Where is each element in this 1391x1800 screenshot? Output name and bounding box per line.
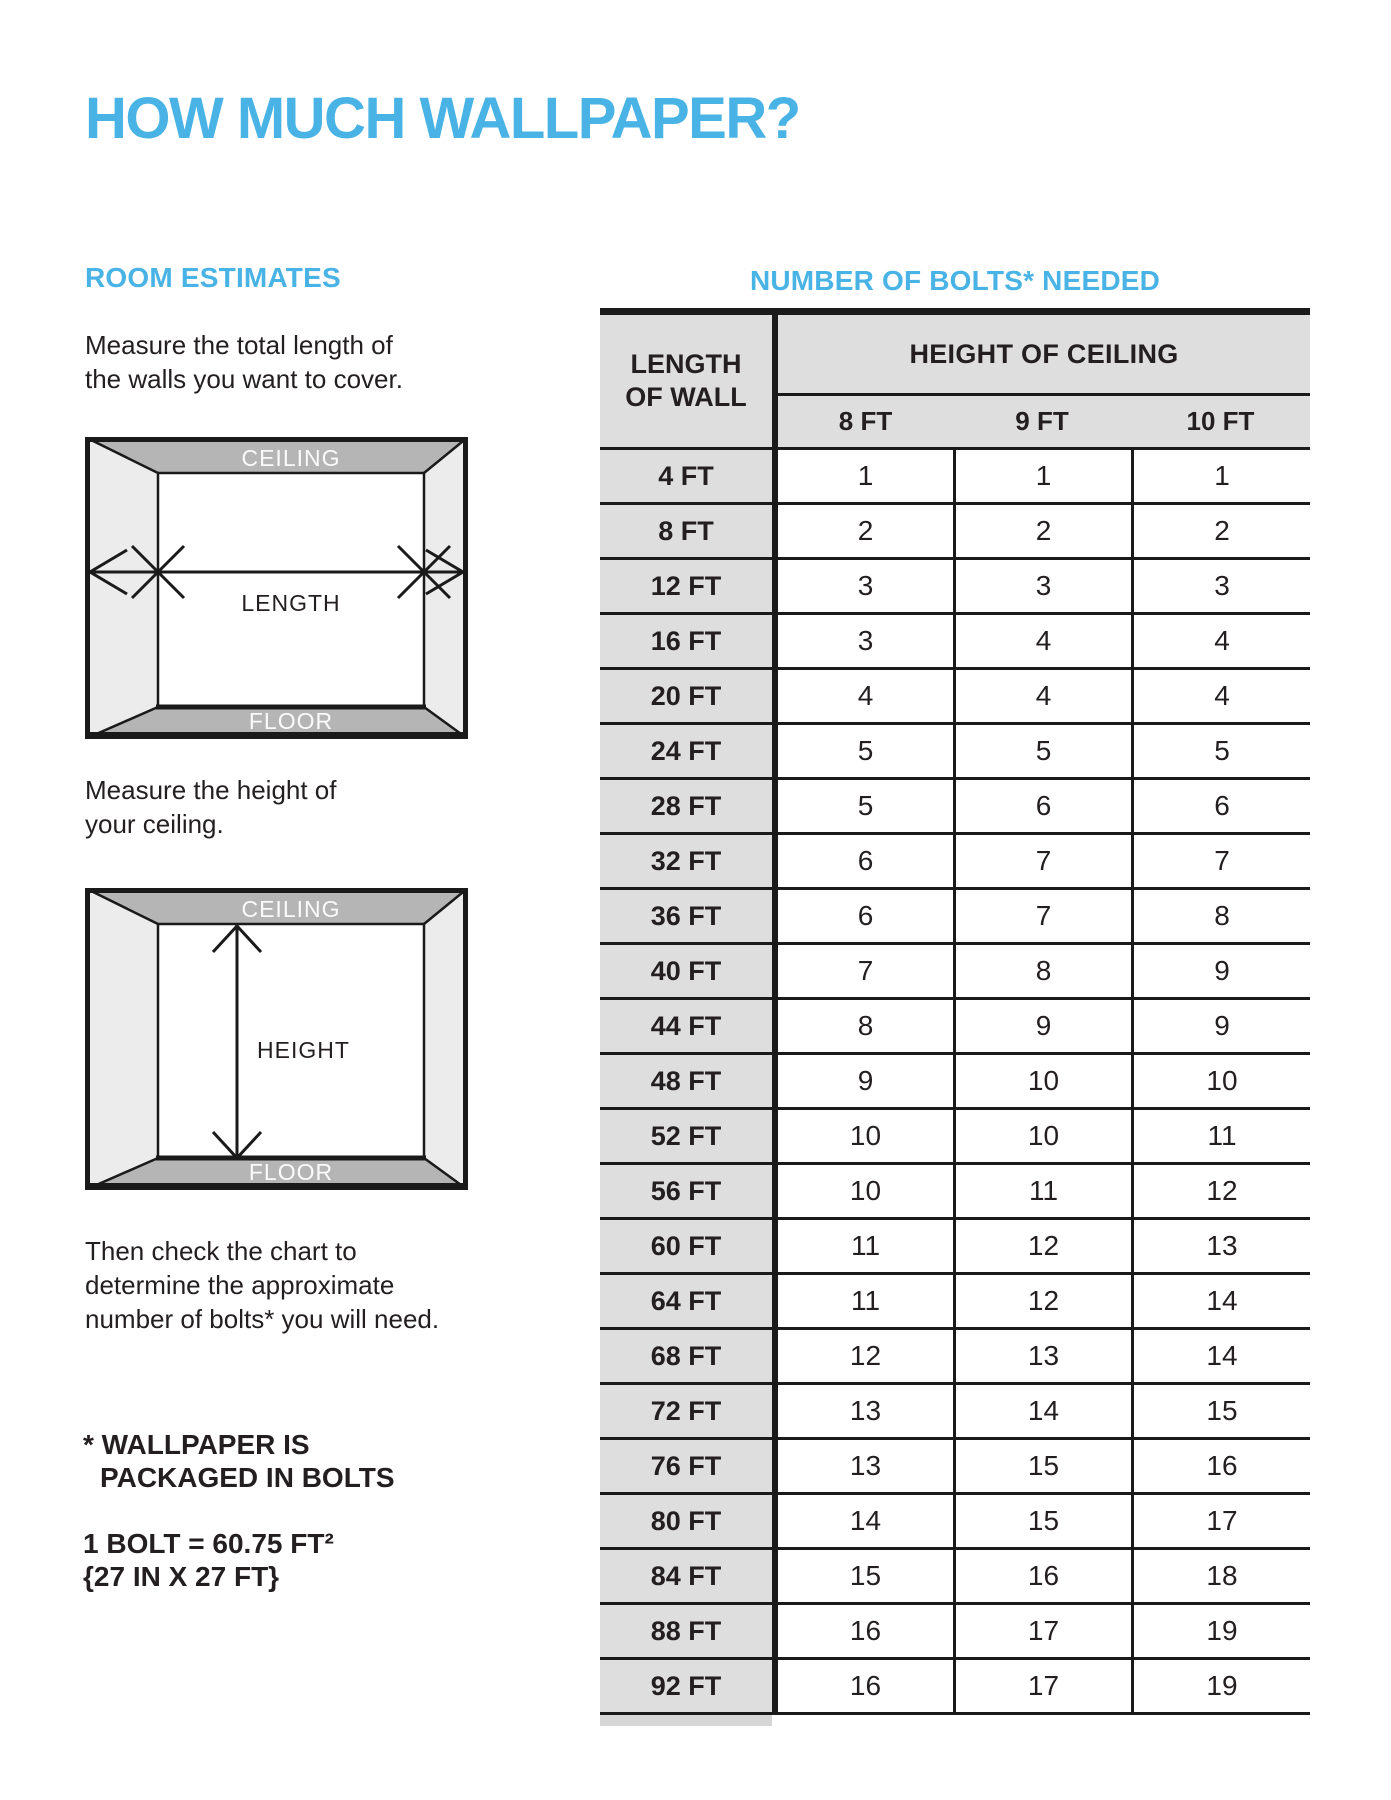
page-title: HOW MUCH WALLPAPER? xyxy=(85,86,800,151)
bolts-10ft-cell: 9 xyxy=(1131,1000,1310,1052)
bolts-9ft-cell: 17 xyxy=(953,1660,1131,1712)
bolt-size-line: 1 BOLT = 60.75 FT² xyxy=(83,1528,334,1559)
bolts-10ft-cell: 19 xyxy=(1131,1660,1310,1712)
measure-length-instruction xyxy=(85,328,403,396)
instruction-line: determine the approximate xyxy=(85,1270,395,1300)
bolt-size-line: {27 IN X 27 FT} xyxy=(83,1561,280,1592)
bolts-9ft-cell: 14 xyxy=(953,1385,1131,1437)
bolts-9ft-cell: 15 xyxy=(953,1495,1131,1547)
bolts-needed-heading: NUMBER OF BOLTS* NEEDED xyxy=(749,265,1161,296)
bolts-10ft-cell: 11 xyxy=(1131,1110,1310,1162)
right-wall-face xyxy=(424,888,468,1190)
header-line: LENGTH xyxy=(630,349,742,379)
subheader-10ft: 10 FT xyxy=(1186,406,1255,436)
wall-length-cell: 12 FT xyxy=(600,560,772,612)
bolts-10ft-cell: 15 xyxy=(1131,1385,1310,1437)
table-left-column-stub xyxy=(600,1715,772,1726)
table-row xyxy=(600,1220,1310,1275)
bolts-10ft-cell: 8 xyxy=(1131,890,1310,942)
measure-height-instruction xyxy=(85,773,337,841)
bolts-10ft-cell: 3 xyxy=(1131,560,1310,612)
bolt-size-info xyxy=(83,1527,334,1593)
bolts-10ft-cell: 9 xyxy=(1131,945,1310,997)
wall-length-cell: 92 FT xyxy=(600,1660,772,1712)
bolts-10ft-cell: 13 xyxy=(1131,1220,1310,1272)
right-wall-face xyxy=(424,437,468,739)
floor-label: FLOOR xyxy=(248,1159,334,1185)
bolts-10ft-cell: 19 xyxy=(1131,1605,1310,1657)
instruction-line: Measure the height of xyxy=(85,775,337,805)
wall-length-cell: 36 FT xyxy=(600,890,772,942)
bolts-8ft-cell: 1 xyxy=(857,460,874,491)
bolts-8ft-cell: 2 xyxy=(857,515,874,546)
table-row xyxy=(600,1660,1310,1715)
ceiling-label: CEILING xyxy=(241,896,341,922)
bolts-10ft-cell: 17 xyxy=(1131,1495,1310,1547)
bolts-9ft-cell: 7 xyxy=(953,835,1131,887)
instruction-line: Measure the total length of xyxy=(85,330,393,360)
footnote-line: * WALLPAPER IS xyxy=(83,1429,310,1460)
bolts-9ft-cell: 6 xyxy=(953,780,1131,832)
bolts-8ft-cell: 7 xyxy=(857,955,874,986)
bolts-9ft-cell: 17 xyxy=(953,1605,1131,1657)
bolts-8ft-cell: 5 xyxy=(857,790,874,821)
wall-length-cell: 76 FT xyxy=(600,1440,772,1492)
wall-length-cell: 8 FT xyxy=(600,505,772,557)
instruction-line: your ceiling. xyxy=(85,809,224,839)
wall-length-cell: 52 FT xyxy=(600,1110,772,1162)
bolts-table xyxy=(600,308,1310,1726)
bolts-8ft-cell: 6 xyxy=(857,900,874,931)
bolts-9ft-cell: 8 xyxy=(953,945,1131,997)
table-row xyxy=(600,560,1310,615)
bolts-8ft-cell: 11 xyxy=(850,1285,881,1316)
bolts-8ft-cell: 10 xyxy=(849,1120,882,1151)
bolts-10ft-cell: 14 xyxy=(1131,1330,1310,1382)
wall-length-cell: 16 FT xyxy=(600,615,772,667)
table-row xyxy=(600,1495,1310,1550)
bolts-8ft-cell: 9 xyxy=(857,1065,874,1096)
bolts-9ft-cell: 3 xyxy=(953,560,1131,612)
bolts-8ft-cell: 10 xyxy=(849,1175,882,1206)
header-line: OF WALL xyxy=(625,382,747,412)
bolts-9ft-cell: 1 xyxy=(953,450,1131,502)
bolts-10ft-cell: 1 xyxy=(1131,450,1310,502)
wall-length-cell: 68 FT xyxy=(600,1330,772,1382)
bolts-footnote xyxy=(83,1428,395,1494)
room-height-diagram xyxy=(85,888,468,1190)
footnote-line: PACKAGED IN BOLTS xyxy=(100,1462,395,1493)
bolts-9ft-cell: 7 xyxy=(953,890,1131,942)
bolts-10ft-cell: 7 xyxy=(1131,835,1310,887)
room-length-diagram xyxy=(85,437,468,739)
wall-length-cell: 80 FT xyxy=(600,1495,772,1547)
left-wall-face xyxy=(85,888,158,1190)
bolts-9ft-cell: 12 xyxy=(953,1275,1131,1327)
bolts-8ft-cell: 8 xyxy=(857,1010,874,1041)
bolts-9ft-cell: 10 xyxy=(953,1110,1131,1162)
instruction-line: Then check the chart to xyxy=(85,1236,357,1266)
wall-length-cell: 44 FT xyxy=(600,1000,772,1052)
bolts-9ft-cell: 2 xyxy=(953,505,1131,557)
table-row xyxy=(600,1605,1310,1660)
bolts-8ft-cell: 16 xyxy=(849,1670,882,1701)
table-row xyxy=(600,1330,1310,1385)
table-top-border xyxy=(600,308,1310,315)
subheader-9ft: 9 FT xyxy=(1015,406,1069,436)
bolts-9ft-cell: 15 xyxy=(953,1440,1131,1492)
bolts-9ft-cell: 10 xyxy=(953,1055,1131,1107)
wall-length-cell: 32 FT xyxy=(600,835,772,887)
wall-length-cell: 88 FT xyxy=(600,1605,772,1657)
table-row xyxy=(600,1165,1310,1220)
bolts-10ft-cell: 18 xyxy=(1131,1550,1310,1602)
table-row xyxy=(600,505,1310,560)
bolts-10ft-cell: 2 xyxy=(1131,505,1310,557)
bolts-8ft-cell: 15 xyxy=(849,1560,882,1591)
table-row xyxy=(600,780,1310,835)
bolts-9ft-cell: 9 xyxy=(953,1000,1131,1052)
bolts-8ft-cell: 12 xyxy=(849,1340,882,1371)
left-wall-face xyxy=(85,437,158,739)
bolts-9ft-cell: 13 xyxy=(953,1330,1131,1382)
ceiling-label: CEILING xyxy=(241,445,341,471)
wall-length-cell: 40 FT xyxy=(600,945,772,997)
table-row xyxy=(600,1110,1310,1165)
table-row xyxy=(600,945,1310,1000)
subheader-8ft: 8 FT xyxy=(838,406,893,436)
bolts-10ft-cell: 4 xyxy=(1131,670,1310,722)
room-estimates-heading: ROOM ESTIMATES xyxy=(85,262,341,293)
table-row xyxy=(600,450,1310,505)
bolts-9ft-cell: 12 xyxy=(953,1220,1131,1272)
instruction-line: number of bolts* you will need. xyxy=(85,1304,440,1334)
floor-label: FLOOR xyxy=(248,708,334,734)
bolts-10ft-cell: 14 xyxy=(1131,1275,1310,1327)
wall-length-cell: 24 FT xyxy=(600,725,772,777)
wall-length-cell: 72 FT xyxy=(600,1385,772,1437)
table-row xyxy=(600,1440,1310,1495)
bolts-10ft-cell: 12 xyxy=(1131,1165,1310,1217)
bolts-8ft-cell: 3 xyxy=(857,570,874,601)
table-row xyxy=(600,835,1310,890)
table-row xyxy=(600,725,1310,780)
table-row xyxy=(600,1000,1310,1055)
bolts-8ft-cell: 13 xyxy=(849,1450,882,1481)
height-label: HEIGHT xyxy=(257,1037,350,1063)
bolts-8ft-cell: 13 xyxy=(849,1395,882,1426)
table-row xyxy=(600,890,1310,945)
wall-length-cell: 84 FT xyxy=(600,1550,772,1602)
bolts-8ft-cell: 11 xyxy=(850,1230,881,1261)
bolts-9ft-cell: 16 xyxy=(953,1550,1131,1602)
bolts-9ft-cell: 5 xyxy=(953,725,1131,777)
wall-length-cell: 28 FT xyxy=(600,780,772,832)
wall-length-cell: 4 FT xyxy=(600,450,772,502)
bolts-8ft-cell: 5 xyxy=(857,735,874,766)
instruction-line: the walls you want to cover. xyxy=(85,364,403,394)
bolts-8ft-cell: 6 xyxy=(857,845,874,876)
wall-length-cell: 60 FT xyxy=(600,1220,772,1272)
ceiling-height-subheader-row xyxy=(778,396,1310,447)
bolts-8ft-cell: 16 xyxy=(849,1615,882,1646)
table-row xyxy=(600,615,1310,670)
bolts-8ft-cell: 3 xyxy=(857,625,874,656)
table-row xyxy=(600,1275,1310,1330)
bolts-10ft-cell: 4 xyxy=(1131,615,1310,667)
length-label: LENGTH xyxy=(241,590,341,616)
bolts-9ft-cell: 4 xyxy=(953,615,1131,667)
wall-length-cell: 64 FT xyxy=(600,1275,772,1327)
wall-length-cell: 20 FT xyxy=(600,670,772,722)
bolts-10ft-cell: 16 xyxy=(1131,1440,1310,1492)
table-row xyxy=(600,1385,1310,1440)
bolts-8ft-cell: 14 xyxy=(849,1505,882,1536)
bolts-10ft-cell: 5 xyxy=(1131,725,1310,777)
bolts-9ft-cell: 4 xyxy=(953,670,1131,722)
wall-length-cell: 48 FT xyxy=(600,1055,772,1107)
check-chart-instruction xyxy=(85,1234,439,1336)
bolts-10ft-cell: 10 xyxy=(1131,1055,1310,1107)
table-row xyxy=(600,670,1310,725)
table-row xyxy=(600,1055,1310,1110)
bolts-10ft-cell: 6 xyxy=(1131,780,1310,832)
length-of-wall-header xyxy=(600,315,772,447)
height-of-ceiling-header: HEIGHT OF CEILING xyxy=(778,315,1310,396)
wall-length-cell: 56 FT xyxy=(600,1165,772,1217)
table-row xyxy=(600,1550,1310,1605)
table-body xyxy=(600,450,1310,1715)
bolts-8ft-cell: 4 xyxy=(857,680,874,711)
bolts-9ft-cell: 11 xyxy=(953,1165,1131,1217)
